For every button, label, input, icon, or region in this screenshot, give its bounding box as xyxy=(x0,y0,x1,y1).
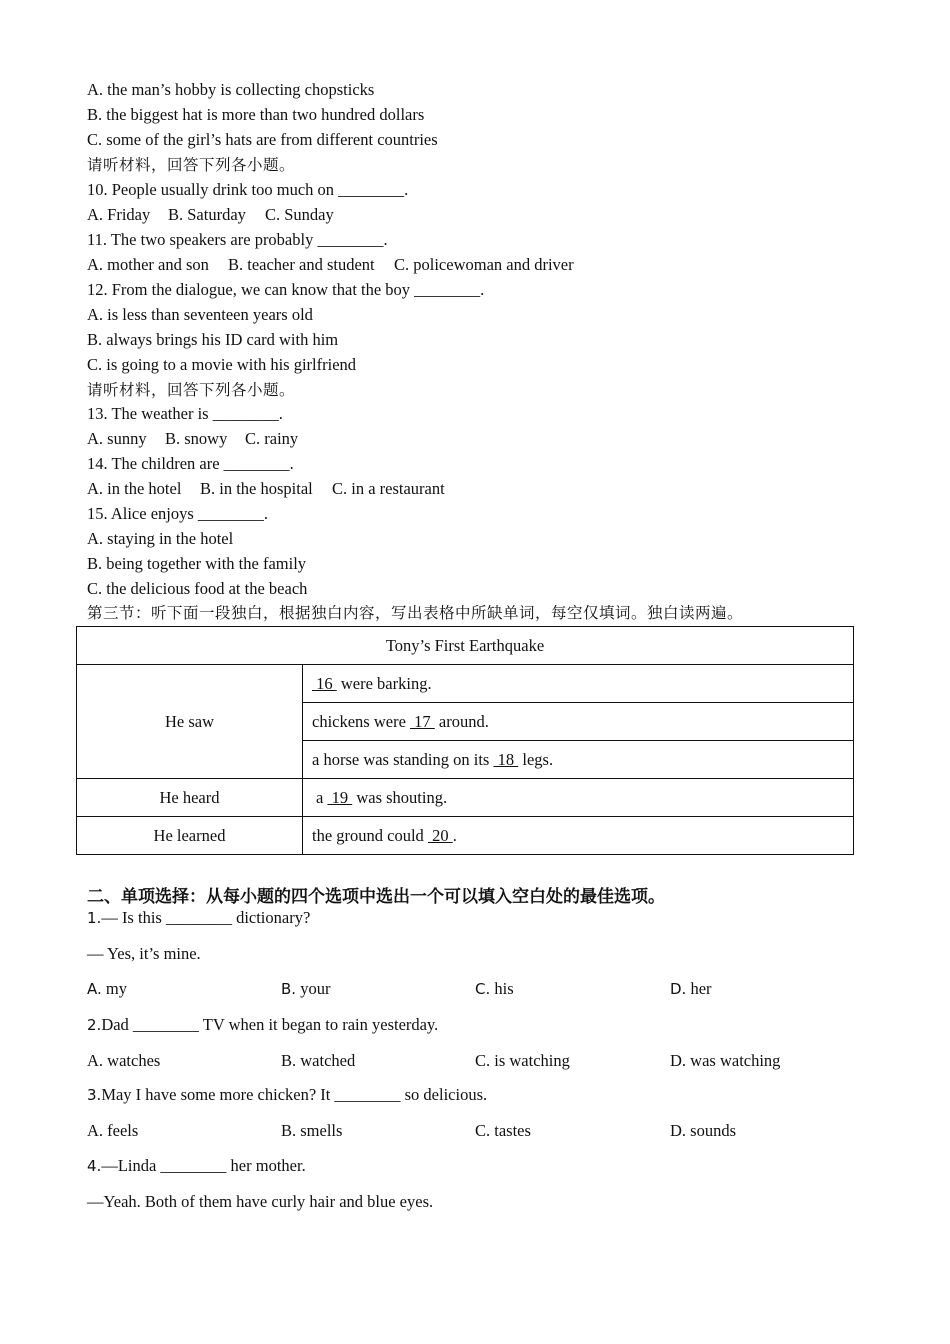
listening-instruction: 请听材料，回答下列各小题。 xyxy=(87,381,296,399)
q10-stem: 10. People usually drink too much on ________. xyxy=(87,180,409,199)
q15-option-a: A. staying in the hotel xyxy=(87,529,234,548)
cell-text: were barking. xyxy=(336,673,432,693)
question-number: 3. xyxy=(87,1086,102,1104)
cell-text: . xyxy=(452,825,457,845)
p2-q1-option-b[interactable] xyxy=(281,979,330,999)
table-cell-18 xyxy=(303,741,854,779)
p2-q4-stem xyxy=(87,1156,306,1176)
p2-q4-reply: —Yeah. Both of them have curly hair and blue eyes. xyxy=(87,1192,434,1211)
blank-18[interactable]: 18 xyxy=(493,749,519,769)
table-row xyxy=(77,817,854,855)
p2-q2-option-c[interactable]: C. is watching xyxy=(475,1051,570,1070)
cell-text: was shouting. xyxy=(352,787,448,807)
cell-text: the ground could xyxy=(312,825,428,845)
option-letter: D. xyxy=(670,980,687,998)
p2-q1-option-a[interactable] xyxy=(87,979,127,999)
option-text: my xyxy=(101,979,127,998)
q9-option-a: A. the man’s hobby is collecting chopsticks xyxy=(87,80,375,99)
question-number: 1. xyxy=(87,909,102,927)
q14-option-b: B. in the hospital xyxy=(200,479,313,498)
blank-17[interactable]: 17 xyxy=(410,711,435,731)
table-cell-17 xyxy=(303,703,854,741)
q12-stem: 12. From the dialogue, we can know that the boy ________. xyxy=(87,280,485,299)
row-label-heard: He heard xyxy=(77,779,303,817)
q15-option-c: C. the delicious food at the beach xyxy=(87,579,308,598)
q11-option-b: B. teacher and student xyxy=(228,255,375,274)
cell-text: legs. xyxy=(518,749,554,769)
q14-option-a: A. in the hotel xyxy=(87,479,182,498)
row-label-learned: He learned xyxy=(77,817,303,855)
p2-q1-option-c[interactable] xyxy=(475,979,514,999)
question-number: 2. xyxy=(87,1016,102,1034)
option-text: his xyxy=(490,979,514,998)
q10-option-c: C. Sunday xyxy=(265,205,334,224)
q12-option-c: C. is going to a movie with his girlfriend xyxy=(87,355,357,374)
q11-option-a: A. mother and son xyxy=(87,255,209,274)
table-row xyxy=(77,779,854,817)
q14-option-c: C. in a restaurant xyxy=(332,479,445,498)
option-text: your xyxy=(296,979,331,998)
p2-q2-option-b[interactable]: B. watched xyxy=(281,1051,356,1070)
question-text: May I have some more chicken? It ________ so delicious. xyxy=(101,1085,488,1104)
table-cell-19 xyxy=(303,779,854,817)
option-letter: B. xyxy=(281,980,297,998)
q15-stem: 15. Alice enjoys ________. xyxy=(87,504,269,523)
p2-q1-option-d[interactable] xyxy=(670,979,712,999)
blank-19[interactable]: 19 xyxy=(327,787,353,807)
q13-option-c: C. rainy xyxy=(245,429,299,448)
p2-q1-reply: — Yes, it’s mine. xyxy=(87,944,201,963)
q11-option-c: C. policewoman and driver xyxy=(394,255,574,274)
p2-q3-option-a[interactable]: A. feels xyxy=(87,1121,139,1140)
cell-text: a xyxy=(316,787,328,807)
table-row xyxy=(77,627,854,665)
cell-text: chickens were xyxy=(312,711,411,731)
p2-q2-option-d[interactable]: D. was watching xyxy=(670,1051,781,1070)
question-text: Dad ________ TV when it began to rain yesterday. xyxy=(101,1015,439,1034)
q9-option-b: B. the biggest hat is more than two hundred dollars xyxy=(87,105,425,124)
q10-option-a: A. Friday xyxy=(87,205,151,224)
q13-option-b: B. snowy xyxy=(165,429,228,448)
listening-instruction: 请听材料，回答下列各小题。 xyxy=(87,156,296,174)
q11-stem: 11. The two speakers are probably ________. xyxy=(87,230,388,249)
question-number: 4. xyxy=(87,1157,102,1175)
table-row xyxy=(77,665,854,703)
cell-text: a horse was standing on its xyxy=(312,749,494,769)
p2-q1-stem xyxy=(87,908,310,928)
question-text: — Is this ________ dictionary? xyxy=(101,908,311,927)
p2-q2-stem xyxy=(87,1015,438,1035)
blank-16[interactable]: 16 xyxy=(312,673,337,693)
q10-option-b: B. Saturday xyxy=(168,205,246,224)
section3-instruction: 第三节：听下面一段独白，根据独白内容，写出表格中所缺单词，每空仅填词。独白读两遍。 xyxy=(87,604,744,622)
option-text: her xyxy=(686,979,712,998)
part2-heading: 二、单项选择：从每小题的四个选项中选出一个可以填入空白处的最佳选项。 xyxy=(87,887,665,907)
table-cell-20 xyxy=(303,817,854,855)
table-cell-16 xyxy=(303,665,854,703)
q13-stem: 13. The weather is ________. xyxy=(87,404,283,423)
q13-option-a: A. sunny xyxy=(87,429,147,448)
q15-option-b: B. being together with the family xyxy=(87,554,307,573)
q14-stem: 14. The children are ________. xyxy=(87,454,294,473)
blank-20[interactable]: 20 xyxy=(427,825,453,845)
p2-q3-option-d[interactable]: D. sounds xyxy=(670,1121,737,1140)
row-label-saw: He saw xyxy=(77,665,303,779)
p2-q3-option-c[interactable]: C. tastes xyxy=(475,1121,531,1140)
table-title: Tony’s First Earthquake xyxy=(77,627,854,665)
cell-text: around. xyxy=(434,711,489,731)
p2-q3-option-b[interactable]: B. smells xyxy=(281,1121,343,1140)
q12-option-b: B. always brings his ID card with him xyxy=(87,330,339,349)
q12-option-a: A. is less than seventeen years old xyxy=(87,305,313,324)
earthquake-table xyxy=(76,626,854,855)
p2-q2-option-a[interactable]: A. watches xyxy=(87,1051,161,1070)
question-text: —Linda ________ her mother. xyxy=(101,1156,306,1175)
option-letter: C. xyxy=(475,980,491,998)
p2-q3-stem xyxy=(87,1085,487,1105)
q9-option-c: C. some of the girl’s hats are from different countries xyxy=(87,130,438,149)
option-letter: A. xyxy=(87,980,102,998)
